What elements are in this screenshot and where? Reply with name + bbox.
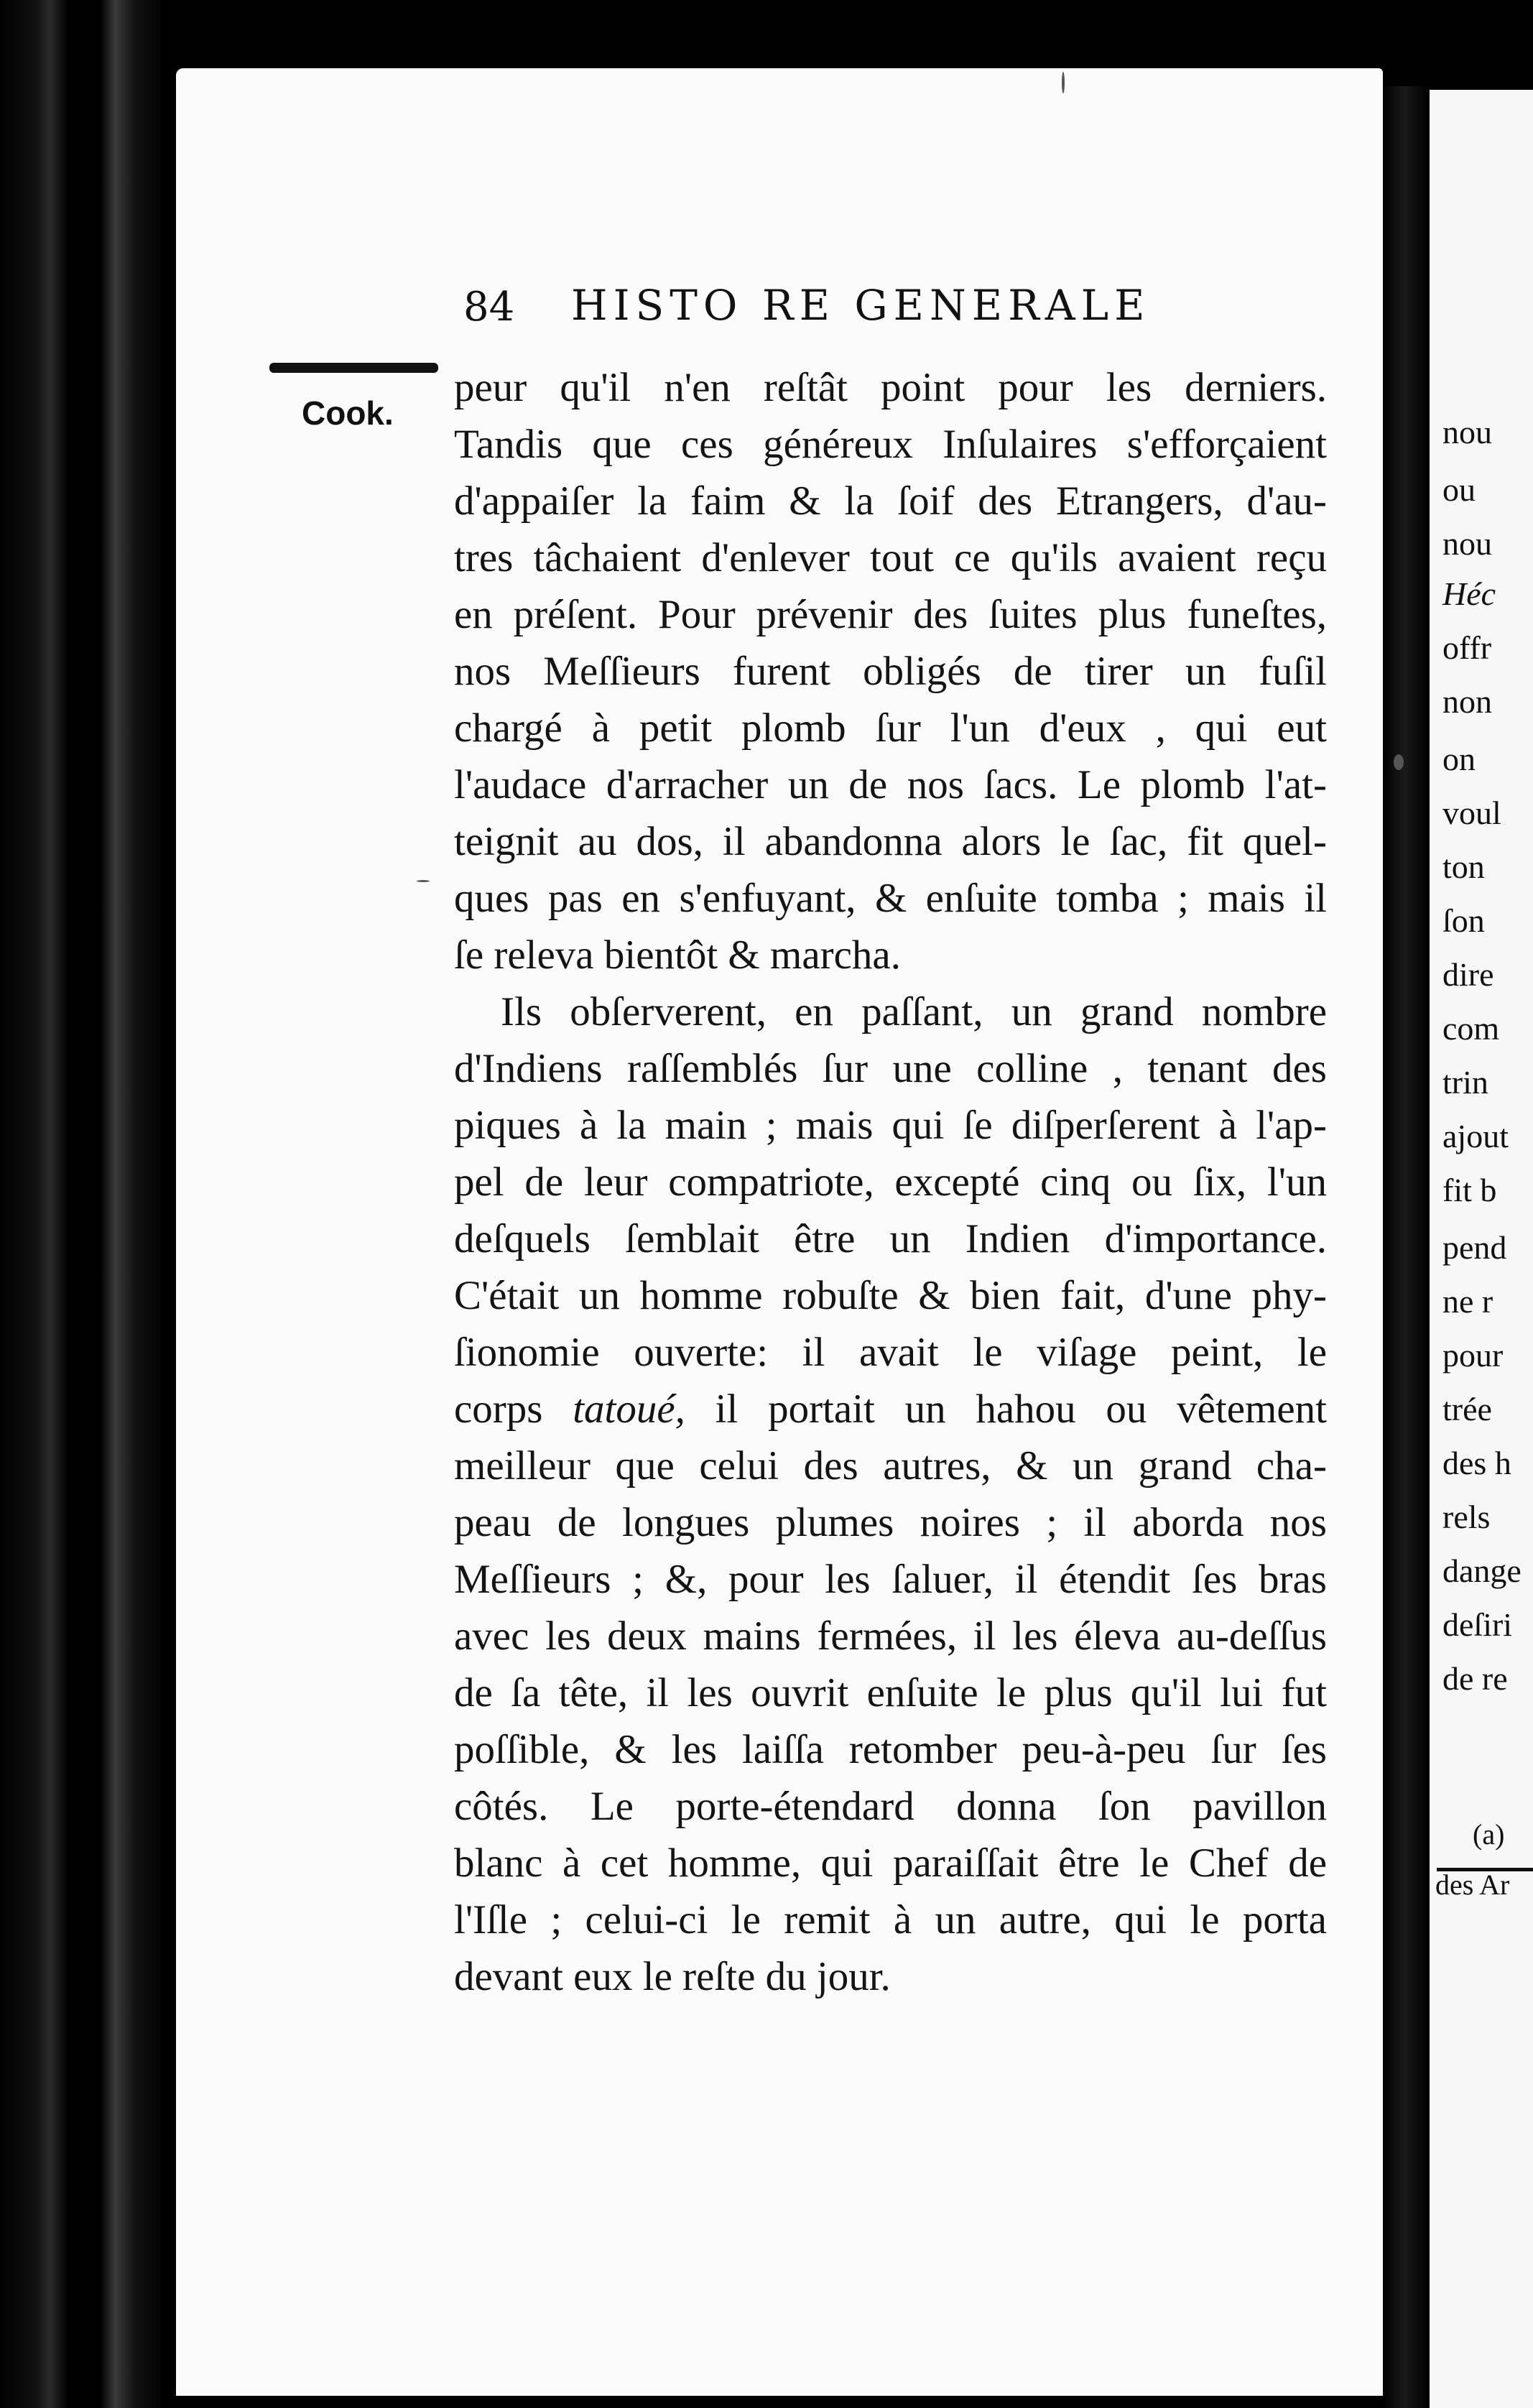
text-line: en préſent. Pour prévenir des ſuites plus funeſtes, <box>454 592 1327 637</box>
facing-line: Héc <box>1442 575 1496 612</box>
facing-line: deſiri <box>1442 1606 1513 1643</box>
text-line: devant eux le reſte du jour. <box>454 1954 891 1999</box>
text-line: pel de leur compatriote, excepté cinq ou ſix, l'un <box>454 1159 1327 1205</box>
facing-line: offr <box>1442 629 1492 666</box>
facing-line: on <box>1442 741 1476 777</box>
facing-line: ne r <box>1442 1283 1493 1320</box>
facing-line: trin <box>1442 1064 1488 1101</box>
facing-line: nou <box>1442 414 1492 450</box>
facing-line: fit b <box>1442 1172 1497 1208</box>
facing-footnote-line: des Ar <box>1435 1868 1510 1901</box>
page-gutter <box>1383 86 1430 2408</box>
text-line: de ſa tête, il les ouvrit enſuite le plus qu'il lui fut <box>454 1670 1327 1715</box>
scan-speck <box>1394 754 1404 770</box>
facing-line: trée <box>1442 1391 1492 1427</box>
text-line: d'appaiſer la faim & la ſoif des Etrangers, d'au- <box>454 478 1327 524</box>
facing-line: ou <box>1442 471 1476 508</box>
text-line: l'audace d'arracher un de nos ſacs. Le plomb l'at- <box>454 762 1327 807</box>
text-line: nos Meſſieurs furent obligés de tirer un fuſil <box>454 649 1327 694</box>
margin-rule <box>269 363 438 373</box>
text-line: tres tâchaient d'enlever tout ce qu'ils avaient reçu <box>454 535 1327 580</box>
text-line: teignit au dos, il abandonna alors le ſac, fit quel- <box>454 819 1327 864</box>
facing-line: ajout <box>1442 1118 1509 1154</box>
text-line: blanc à cet homme, qui paraiſſait être le Chef de <box>454 1840 1327 1886</box>
italic-word: tatoué, <box>573 1386 685 1432</box>
facing-line: de re <box>1442 1660 1508 1697</box>
page-number: 84 <box>463 284 515 330</box>
running-header <box>463 281 1325 334</box>
text-line: d'Indiens raſſemblés ſur une colline , tenant des <box>454 1046 1327 1091</box>
text-line: ſionomie ouverte: il avait le viſage peint, le <box>454 1330 1327 1375</box>
facing-line: rels <box>1442 1499 1491 1535</box>
text-line: avec les deux mains fermées, il les éleva au-deſſus <box>454 1613 1327 1659</box>
facing-line: voul <box>1442 795 1501 831</box>
facing-page <box>1430 90 1533 2408</box>
header-title: HISTO RE GENERALE <box>571 281 1151 330</box>
facing-line: des h <box>1442 1445 1511 1481</box>
facing-line: pend <box>1442 1229 1507 1266</box>
text-line: Meſſieurs ; &, pour les ſaluer, il étendit ſes bras <box>454 1557 1327 1602</box>
text-line: C'était un homme robuſte & bien fait, d'une phy- <box>454 1273 1327 1318</box>
facing-line: dire <box>1442 956 1494 993</box>
facing-line: com <box>1442 1010 1500 1047</box>
text-line: chargé à petit plomb ſur l'un d'eux , qui eut <box>454 705 1327 751</box>
facing-line: ton <box>1442 848 1485 885</box>
facing-line: dange <box>1442 1552 1522 1589</box>
text-line: poſſible, & les laiſſa retomber peu-à-peu ſur ſes <box>454 1727 1327 1772</box>
scan-speck <box>417 880 430 882</box>
text-line: ſe releva bientôt & marcha. <box>454 932 901 978</box>
text-line: côtés. Le porte-étendard donna ſon pavillon <box>454 1784 1327 1829</box>
book-binding <box>0 0 180 2408</box>
facing-line: nou <box>1442 525 1492 562</box>
text-line: l'Iſle ; celui-ci le remit à un autre, qui le porta <box>454 1897 1327 1942</box>
text-line: peau de longues plumes noires ; il aborda nos <box>454 1500 1327 1545</box>
text-line: meilleur que celui des autres, & un grand cha- <box>454 1443 1327 1488</box>
text-line: piques à la main ; mais qui ſe diſperſerent à l'ap- <box>454 1103 1327 1148</box>
margin-note: Cook. <box>302 394 394 432</box>
text-line: peur qu'il n'en reſtât point pour les derniers. <box>454 365 1327 410</box>
text-line: corps tatoué, il portait un hahou ou vêtement <box>454 1386 1327 1432</box>
facing-line: ſon <box>1442 902 1485 939</box>
text-line: Ils obſerverent, en paſſant, un grand nombre <box>501 989 1327 1034</box>
facing-footnote-line: (a) <box>1473 1818 1505 1851</box>
facing-line: pour <box>1442 1337 1504 1374</box>
text-line: deſquels ſemblait être un Indien d'importance. <box>454 1216 1327 1261</box>
text-line: Tandis que ces généreux Inſulaires s'efforçaient <box>454 422 1327 467</box>
scan-speck <box>1062 72 1065 93</box>
text-line: ques pas en s'enfuyant, & enſuite tomba ; mais il <box>454 876 1327 921</box>
facing-line: non <box>1442 683 1492 720</box>
